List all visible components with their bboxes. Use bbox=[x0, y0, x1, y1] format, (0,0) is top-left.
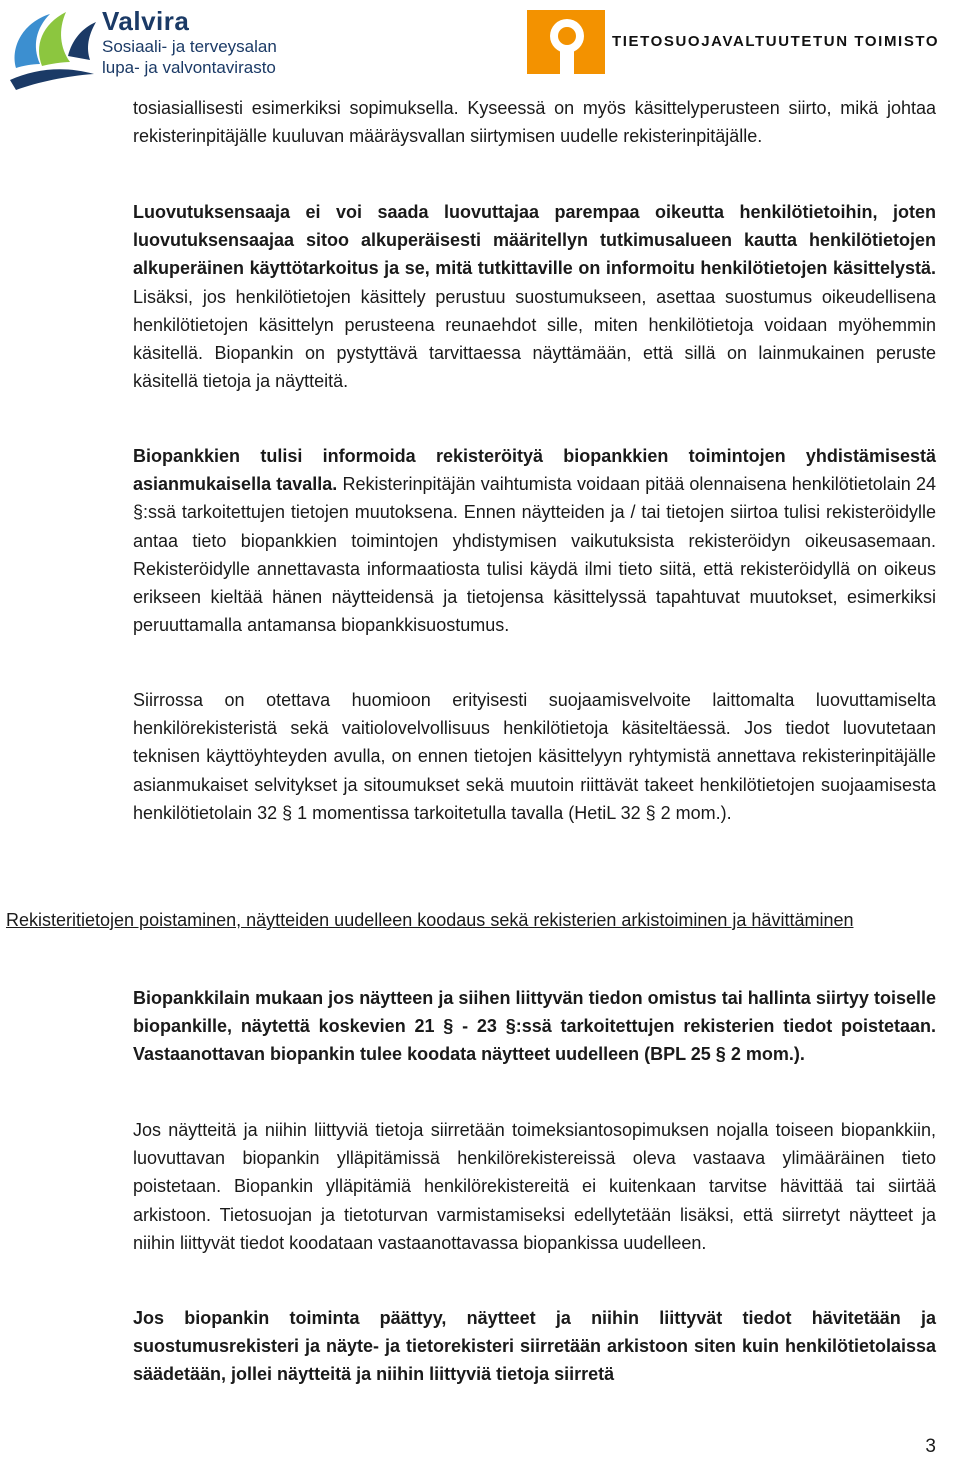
valvira-name: Valvira bbox=[102, 6, 190, 36]
page-header bbox=[0, 0, 960, 96]
valvira-logo-icon bbox=[6, 6, 98, 90]
paragraph-2 bbox=[133, 198, 936, 395]
tietosuoja-name: TIETOSUOJAVALTUUTETUN TOIMISTO bbox=[612, 33, 940, 50]
paragraph-7-bold: Jos biopankin toiminta päättyy, näytteet ja niihin liittyvät tiedot hävitetään ja suostumusrekisteri ja näyte- ja tietorekisteri siirretään arkistoon siten kuin henkilötietolaissa säädetään, jollei näytteitä ja niihin liittyviä tietoja siirretä bbox=[133, 1308, 936, 1385]
paragraph-5 bbox=[133, 984, 936, 1069]
valvira-subtitle-line1: Sosiaali- ja terveysalan bbox=[102, 37, 277, 56]
paragraph-5-bold: Biopankkilain mukaan jos näytteen ja siihen liittyvän tiedon omistus tai hallinta siirtyy toiselle biopankille, näytettä koskevien 21 § - 23 §:ssä tarkoitettujen rekisterien tiedot poistetaan. Vastaanottavan biopankin tulee koodata näytteet uudelleen (BPL 25 § 2 mom.). bbox=[133, 988, 936, 1065]
paragraph-2-bold: Luovutuksensaaja ei voi saada luovuttajaa parempaa oikeutta henkilötietoihin, joten luovutuksensaajaa sitoo alkuperäisesti määritellyn tutkimusalueen kautta henkilötietojen alkuperäinen käyttötarkoitus ja se, mitä tutkittaville on informoitu henkilötietojen käsittelystä. bbox=[133, 202, 936, 279]
paragraph-7 bbox=[133, 1304, 936, 1389]
paragraph-3-bold: Biopankkien tulisi informoida rekisteröityä biopankkien toimintojen yhdistämisestä asianmukaisella tavalla. bbox=[133, 446, 936, 495]
paragraph-6: Jos näytteitä ja niihin liittyviä tietoja siirretään toimeksiantosopimuksen nojalla toiseen biopankkiin, luovuttavan biopankin ylläpitämissä henkilörekistereissä oleva vastaava ylimääräinen tieto poistetaan. Biopankin ylläpitämiä henkilörekistereitä ei kuitenkaan tarvitse hävittää tai siirtää arkistoon. Tietosuojan ja tietoturvan varmistamiseksi edellytetään lisäksi, että siirretyt näytteet ja niihin liittyvät tiedot koodataan vastaanottavassa biopankissa uudelleen. bbox=[133, 1120, 936, 1253]
paragraph-3 bbox=[133, 442, 936, 639]
valvira-subtitle-line2: lupa- ja valvontavirasto bbox=[102, 58, 276, 77]
paragraph-1: tosiasiallisesti esimerkiksi sopimuksella. Kyseessä on myös käsittelyperusteen siirto, mikä johtaa rekisterinpitäjälle kuuluvan määräysvallan siirtymisen uudelle rekisterinpitäjälle. bbox=[133, 98, 936, 147]
paragraph-3-text: Rekisterinpitäjän vaihtumista voidaan pitää olennaisena henkilötietolain 24 §:ssä tarkoitettujen tietojen muutoksena. Ennen näytteiden ja / tai tietojen siirtoa tulisi rekisteröidylle antaa tieto biopankkien toimintojen yhdistymisen vaikutuksista rekisteröidyn oikeusasemaan. Rekisteröidylle annettavasta informaatiosta tulisi käydä ilmi tieto siitä, että rekisteröidyllä on oikeus erikseen kieltää hänen näytteidensä ja tietojensa käsittelyssä tapahtuvat muutokset, esimerkiksi peruuttamalla antamansa biopankkisuostumus. bbox=[133, 474, 936, 636]
paragraph-4: Siirrossa on otettava huomioon erityisesti suojaamisvelvoite laittomalta luovuttamiselta henkilörekisteristä sekä vaitiolovelvollisuus henkilötietoja käsiteltäessä. Jos tiedot luovutetaan teknisen käyttöyhteyden avulla, on ennen tietojen käsittelyyn ryhtymistä annettava rekisterinpitäjälle asianmukaiset selvitykset ja sitoumukset sekä muutoin riittävät takeet henkilötietojen suojaamisesta henkilötietolain 32 § 1 momentissa tarkoitetulla tavalla (HetiL 32 § 2 mom.). bbox=[133, 690, 936, 823]
paragraph-2-text: Lisäksi, jos henkilötietojen käsittely perustuu suostumukseen, asettaa suostumus oikeudellisena henkilötietojen käsittelyn perusteena reunaehdot sille, miten henkilötietoja voidaan myöhemmin käsitellä. Biopankin on pystyttävä tarvittaessa näyttämään, että sillä on lainmukainen peruste käsitellä tietoja ja näytteitä. bbox=[133, 286, 936, 392]
tietosuoja-logo-icon bbox=[527, 10, 605, 74]
valvira-wordmark bbox=[102, 6, 277, 78]
page-number: 3 bbox=[925, 1436, 936, 1457]
section-heading: Rekisteritietojen poistaminen, näytteiden uudelleen koodaus sekä rekisterien arkistoiminen ja hävittäminen bbox=[6, 910, 854, 930]
